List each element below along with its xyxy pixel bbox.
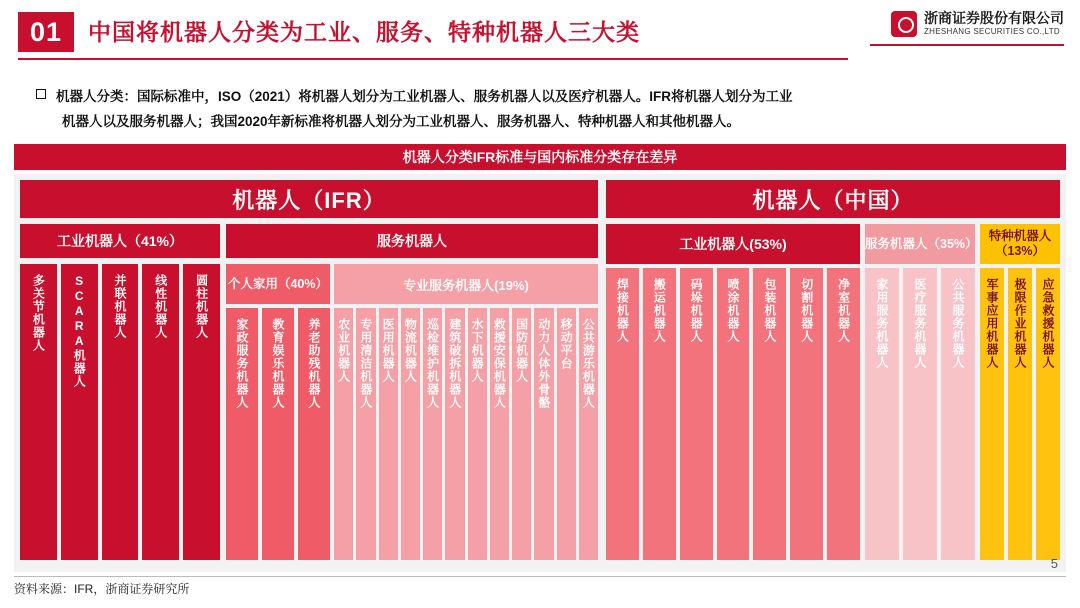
list-item: 公共服务机器人 <box>941 268 975 560</box>
list-item: 公共游乐机器人 <box>579 308 598 560</box>
ifr-professional-label: 专业服务机器人(19%) <box>334 264 598 304</box>
cn-service-group <box>865 224 978 566</box>
list-item: 巡检维护机器人 <box>423 308 442 560</box>
page-title: 中国将机器人分类为工业、服务、特种机器人三大类 <box>88 19 640 45</box>
cn-industrial-label: 工业机器人(53%) <box>606 224 860 264</box>
list-item: 教育娱乐机器人 <box>262 308 294 560</box>
list-item: 专用清洁机器人 <box>356 308 375 560</box>
logo-company-en: ZHESHANG SECURITIES CO.,LTD <box>924 27 1060 36</box>
list-item: 线性机器人 <box>142 264 179 560</box>
list-item: SCARA机器人 <box>61 264 98 560</box>
diagram-banner: 机器人分类IFR标准与国内标准分类存在差异 <box>14 144 1066 170</box>
logo-company-cn: 浙商证券股份有限公司 <box>924 10 1064 26</box>
diagram-frame <box>14 174 1066 572</box>
slide-header <box>0 0 1080 62</box>
panel-china <box>606 180 1060 566</box>
list-item: 军事应用机器人 <box>980 268 1004 560</box>
ifr-industrial-group <box>20 224 220 566</box>
header-divider <box>18 58 848 60</box>
list-item: 极限作业机器人 <box>1008 268 1032 560</box>
list-item: 建筑破拆机器人 <box>445 308 464 560</box>
cn-special-label: 特种机器人（13%） <box>980 224 1060 264</box>
list-item: 圆柱机器人 <box>183 264 220 560</box>
list-item: 物流机器人 <box>401 308 420 560</box>
list-item: 动力人体外骨骼 <box>534 308 553 560</box>
ifr-service-label: 服务机器人 <box>226 224 598 258</box>
list-item: 医用机器人 <box>379 308 398 560</box>
cn-industrial-group <box>606 224 860 566</box>
list-item: 移动平台 <box>557 308 576 560</box>
ifr-personal-leaves <box>226 308 330 560</box>
list-item: 农业机器人 <box>334 308 353 560</box>
list-item: 净室机器人 <box>827 268 860 560</box>
panel-ifr <box>20 180 598 566</box>
list-item: 家政服务机器人 <box>226 308 258 560</box>
section-number-badge: 01 <box>18 12 74 52</box>
list-item: 救援安保机器人 <box>490 308 509 560</box>
ifr-industrial-leaves <box>20 264 220 560</box>
cn-special-group <box>980 224 1060 566</box>
page-number: 5 <box>1050 556 1058 571</box>
ifr-personal-label: 个人家用（40%） <box>226 264 330 304</box>
ifr-industrial-label: 工业机器人（41%） <box>20 224 220 258</box>
footer-divider <box>14 576 1066 577</box>
list-item: 医疗服务机器人 <box>903 268 937 560</box>
cn-special-leaves <box>980 268 1060 560</box>
list-item: 切割机器人 <box>790 268 823 560</box>
list-item: 码垛机器人 <box>680 268 713 560</box>
list-item: 应急救援机器人 <box>1036 268 1060 560</box>
list-item: 焊接机器人 <box>606 268 639 560</box>
source-note: 资料来源：IFR，浙商证券研究所 <box>14 582 190 596</box>
cn-service-leaves <box>865 268 975 560</box>
list-item: 家用服务机器人 <box>865 268 899 560</box>
list-item: 并联机器人 <box>102 264 139 560</box>
ifr-professional-leaves <box>334 308 598 560</box>
list-item: 包装机器人 <box>753 268 786 560</box>
bullet-line-1: 机器人分类：国际标准中，ISO（2021）将机器人划分为工业机器人、服务机器人以及医疗机器人。IFR将机器人划分为工业 <box>56 89 793 104</box>
ifr-service-group <box>226 224 598 566</box>
company-logo <box>891 10 1064 37</box>
list-item: 搬运机器人 <box>643 268 676 560</box>
ifr-personal-group <box>226 264 330 560</box>
panel-china-title: 机器人（中国） <box>606 180 1060 218</box>
bullet-square-icon <box>36 89 46 99</box>
logo-mark-icon <box>891 11 917 37</box>
list-item: 养老助残机器人 <box>298 308 330 560</box>
ifr-professional-group <box>334 264 598 560</box>
panel-ifr-title: 机器人（IFR） <box>20 180 598 218</box>
cn-industrial-leaves <box>606 268 860 560</box>
list-item: 水下机器人 <box>468 308 487 560</box>
bullet-paragraph <box>36 84 1046 134</box>
cn-service-label: 服务机器人（35%） <box>865 224 975 264</box>
list-item: 喷涂机器人 <box>717 268 750 560</box>
bullet-line-2: 机器人以及服务机器人；我国2020年新标准将机器人划分为工业机器人、服务机器人、特种机器人和其他机器人。 <box>62 114 741 129</box>
logo-underline <box>870 44 1064 46</box>
list-item: 国防机器人 <box>512 308 531 560</box>
list-item: 多关节机器人 <box>20 264 57 560</box>
